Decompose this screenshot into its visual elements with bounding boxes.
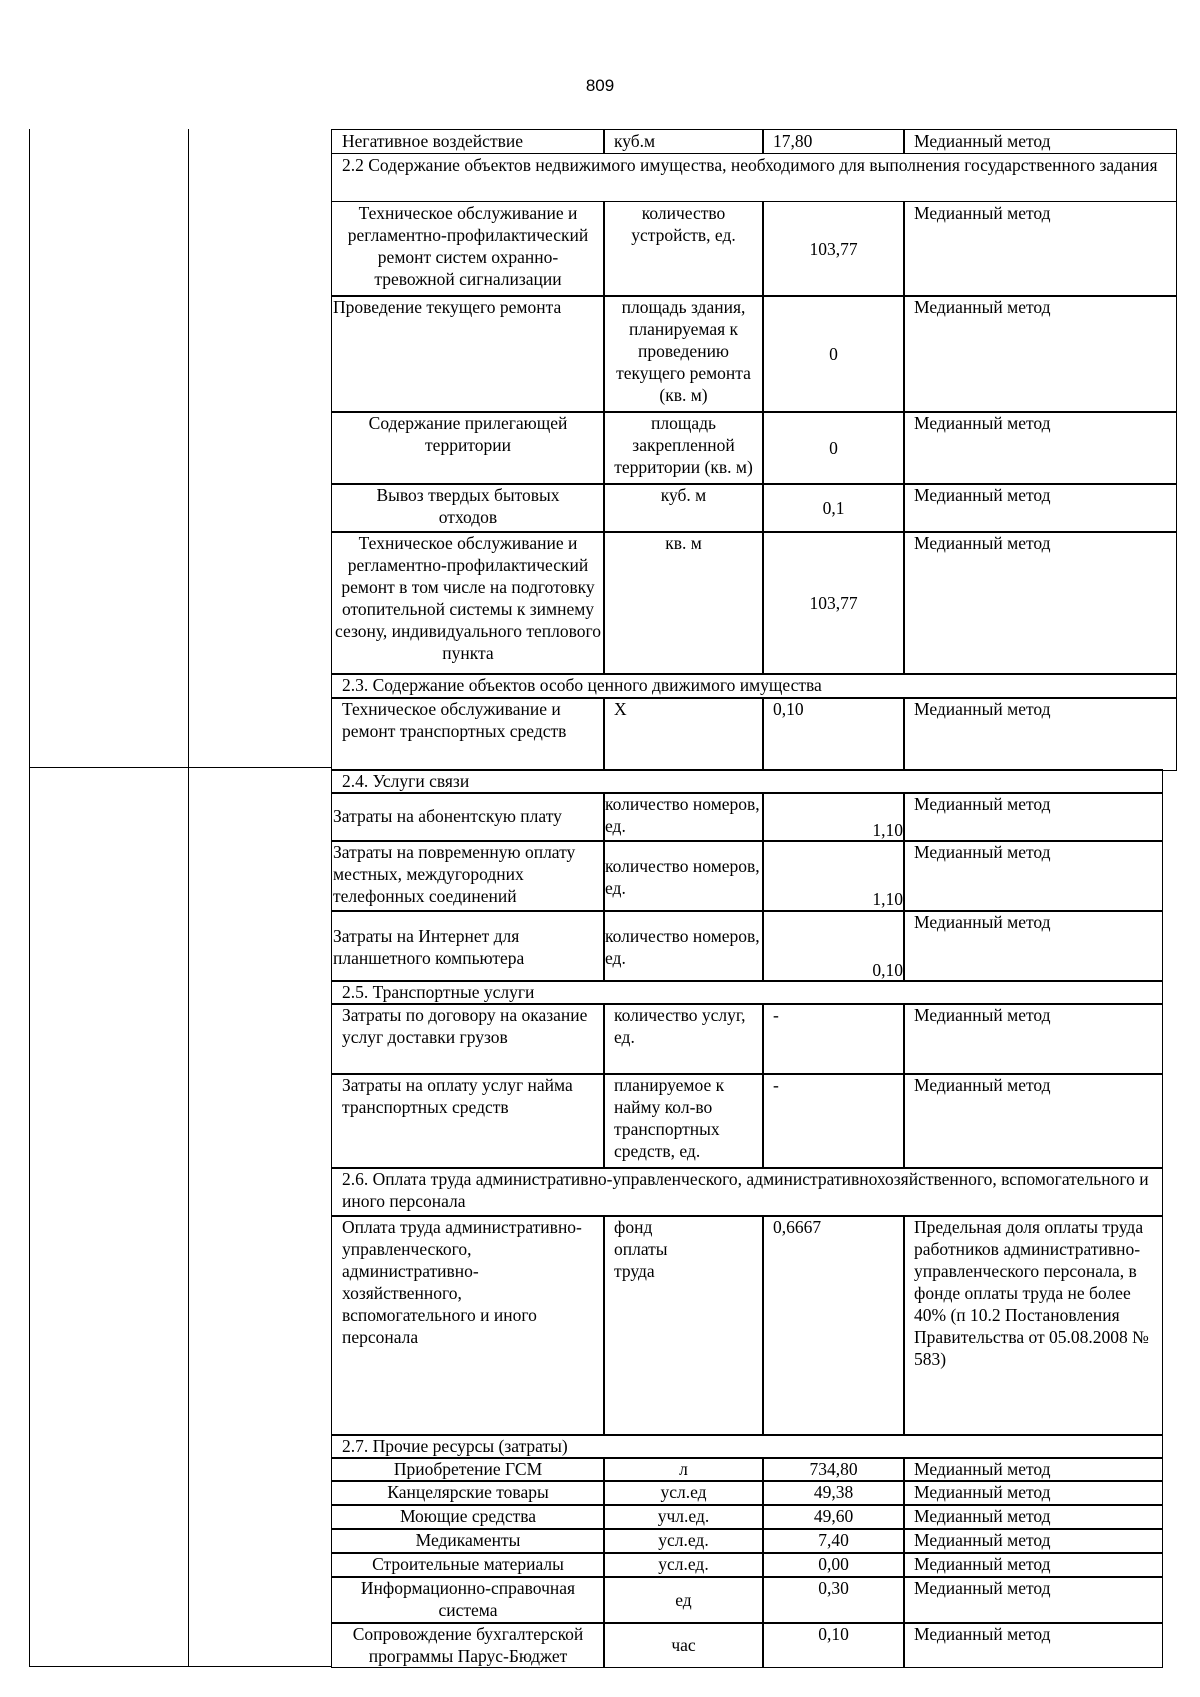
s27-row6-method: Медианный метод: [903, 1576, 1163, 1624]
row-top-unit: куб.м: [603, 129, 764, 154]
s22-row4-value: 0,1: [762, 483, 905, 533]
s27-row3-name: Моющие средства: [331, 1504, 605, 1530]
s27-row3-value: 49,60: [762, 1504, 905, 1530]
s22-row1-value: 103,77: [762, 201, 905, 297]
s27-row2-unit: усл.ед: [603, 1480, 764, 1506]
s27-row2-value: 49,38: [762, 1480, 905, 1506]
s26-row-name: Оплата труда административно- управленческого, административно- хозяйственного, вспомогательного и иного персонала: [331, 1215, 605, 1436]
s27-row3-method: Медианный метод: [903, 1504, 1163, 1530]
s22-row5-unit: кв. м: [603, 531, 764, 675]
section-2-2-header: 2.2 Содержание объектов недвижимого имущества, необходимого для выполнения государственного задания: [331, 153, 1177, 202]
s22-row2-value: 0: [762, 295, 905, 413]
s27-row7-unit: час: [603, 1622, 764, 1668]
s22-row3-name: Содержание прилегающей территории: [331, 411, 605, 485]
s25-row2-unit: планируемое к найму кол-во транспортных средств, ед.: [603, 1073, 764, 1169]
s27-row1-method: Медианный метод: [903, 1457, 1163, 1482]
s26-row-method: Предельная доля оплаты труда работников административно- управленческого персонала, в фонде оплаты труда не более 40% (п 10.2 Постановления Правительства от 05.08.2008 № 583): [903, 1215, 1163, 1436]
s27-row4-unit: усл.ед.: [603, 1528, 764, 1554]
s24-row2-value: 1,10: [762, 840, 905, 912]
s25-row1-unit: количество услуг, ед.: [603, 1003, 764, 1075]
s24-row3-method: Медианный метод: [903, 910, 1163, 982]
s27-row6-unit: ед: [603, 1576, 764, 1624]
s27-row4-name: Медикаменты: [331, 1528, 605, 1554]
s25-row2-value: -: [762, 1073, 905, 1169]
s22-row4-unit: куб. м: [603, 483, 764, 533]
row-top-name: Негативное воздействие: [331, 129, 605, 154]
s27-row1-name: Приобретение ГСМ: [331, 1457, 605, 1482]
section-2-3-header: 2.3. Содержание объектов особо ценного движимого имущества: [331, 673, 1177, 699]
s24-row3-name: Затраты на Интернет для планшетного компьютера: [331, 910, 605, 982]
s27-row5-name: Строительные материалы: [331, 1552, 605, 1578]
s22-row4-name: Вывоз твердых бытовых отходов: [331, 483, 605, 533]
s27-row5-method: Медианный метод: [903, 1552, 1163, 1578]
s22-row2-name: Проведение текущего ремонта: [331, 295, 605, 413]
s27-row1-unit: л: [603, 1457, 764, 1482]
s26-row-value: 0,6667: [762, 1215, 905, 1436]
s22-row2-unit: площадь здания, планируемая к проведению текущего ремонта (кв. м): [603, 295, 764, 413]
s24-row1-value: 1,10: [762, 792, 905, 842]
s22-row2-method: Медианный метод: [903, 295, 1177, 413]
s23-row-value: 0,10: [762, 697, 905, 771]
outer-row-split: [29, 767, 332, 768]
s22-row3-value: 0: [762, 411, 905, 485]
s22-row3-method: Медианный метод: [903, 411, 1177, 485]
s22-row1-unit: количество устройств, ед.: [603, 201, 764, 297]
s27-row1-value: 734,80: [762, 1457, 905, 1482]
row-top-value: 17,80: [762, 129, 905, 154]
s27-row7-name: Сопровождение бухгалтерской программы Парус-Бюджет: [331, 1622, 605, 1668]
s22-row1-method: Медианный метод: [903, 201, 1177, 297]
s22-row5-value: 103,77: [762, 531, 905, 675]
section-2-4-header: 2.4. Услуги связи: [331, 769, 1163, 794]
section-2-5-header: 2.5. Транспортные услуги: [331, 980, 1163, 1005]
page-number: 809: [585, 76, 615, 95]
s22-row1-name: Техническое обслуживание и регламентно-профилактический ремонт систем охранно-тревожной сигнализации: [331, 201, 605, 297]
s22-row5-name: Техническое обслуживание и регламентно-профилактический ремонт в том числе на подготовку отопительной системы к зимнему сезону, индивидуального теплового пункта: [331, 531, 605, 675]
s23-row-name: Техническое обслуживание и ремонт транспортных средств: [331, 697, 605, 771]
section-2-6-header: 2.6. Оплата труда административно-управленческого, административнохозяйственного, вспомогательного и иного персонала: [331, 1167, 1163, 1217]
outer-bottom-line: [29, 1666, 332, 1667]
s24-row2-method: Медианный метод: [903, 840, 1163, 912]
s24-row2-unit: количество номеров, ед.: [603, 840, 764, 912]
s22-row3-unit: площадь закрепленной территории (кв. м): [603, 411, 764, 485]
s24-row1-name: Затраты на абонентскую плату: [331, 792, 605, 842]
s25-row1-method: Медианный метод: [903, 1003, 1163, 1075]
row-top-method: Медианный метод: [903, 129, 1177, 154]
s27-row7-value: 0,10: [762, 1622, 905, 1668]
s27-row5-unit: усл.ед.: [603, 1552, 764, 1578]
outer-col-line-2: [188, 129, 189, 1666]
s24-row3-unit: количество номеров, ед.: [603, 910, 764, 982]
s24-row1-method: Медианный метод: [903, 792, 1163, 842]
s27-row5-value: 0,00: [762, 1552, 905, 1578]
section-2-7-header: 2.7. Прочие ресурсы (затраты): [331, 1434, 1163, 1459]
s27-row2-name: Канцелярские товары: [331, 1480, 605, 1506]
s25-row2-method: Медианный метод: [903, 1073, 1163, 1169]
s27-row4-method: Медианный метод: [903, 1528, 1163, 1554]
s24-row2-name: Затраты на повременную оплату местных, междугородних телефонных соединений: [331, 840, 605, 912]
s25-row1-name: Затраты по договору на оказание услуг доставки грузов: [331, 1003, 605, 1075]
s24-row3-value: 0,10: [762, 910, 905, 982]
s26-row-unit: фонд оплаты труда: [603, 1215, 764, 1436]
s25-row2-name: Затраты на оплату услуг найма транспортных средств: [331, 1073, 605, 1169]
s27-row2-method: Медианный метод: [903, 1480, 1163, 1506]
s27-row3-unit: учл.ед.: [603, 1504, 764, 1530]
s27-row4-value: 7,40: [762, 1528, 905, 1554]
s23-row-method: Медианный метод: [903, 697, 1177, 771]
s25-row1-value: -: [762, 1003, 905, 1075]
outer-col-line-1: [29, 129, 30, 1666]
s24-row1-unit: количество номеров, ед.: [603, 792, 764, 842]
s22-row5-method: Медианный метод: [903, 531, 1177, 675]
s23-row-unit: Х: [603, 697, 764, 771]
s27-row6-value: 0,30: [762, 1576, 905, 1624]
s22-row4-method: Медианный метод: [903, 483, 1177, 533]
s27-row7-method: Медианный метод: [903, 1622, 1163, 1668]
s27-row6-name: Информационно-справочная система: [331, 1576, 605, 1624]
